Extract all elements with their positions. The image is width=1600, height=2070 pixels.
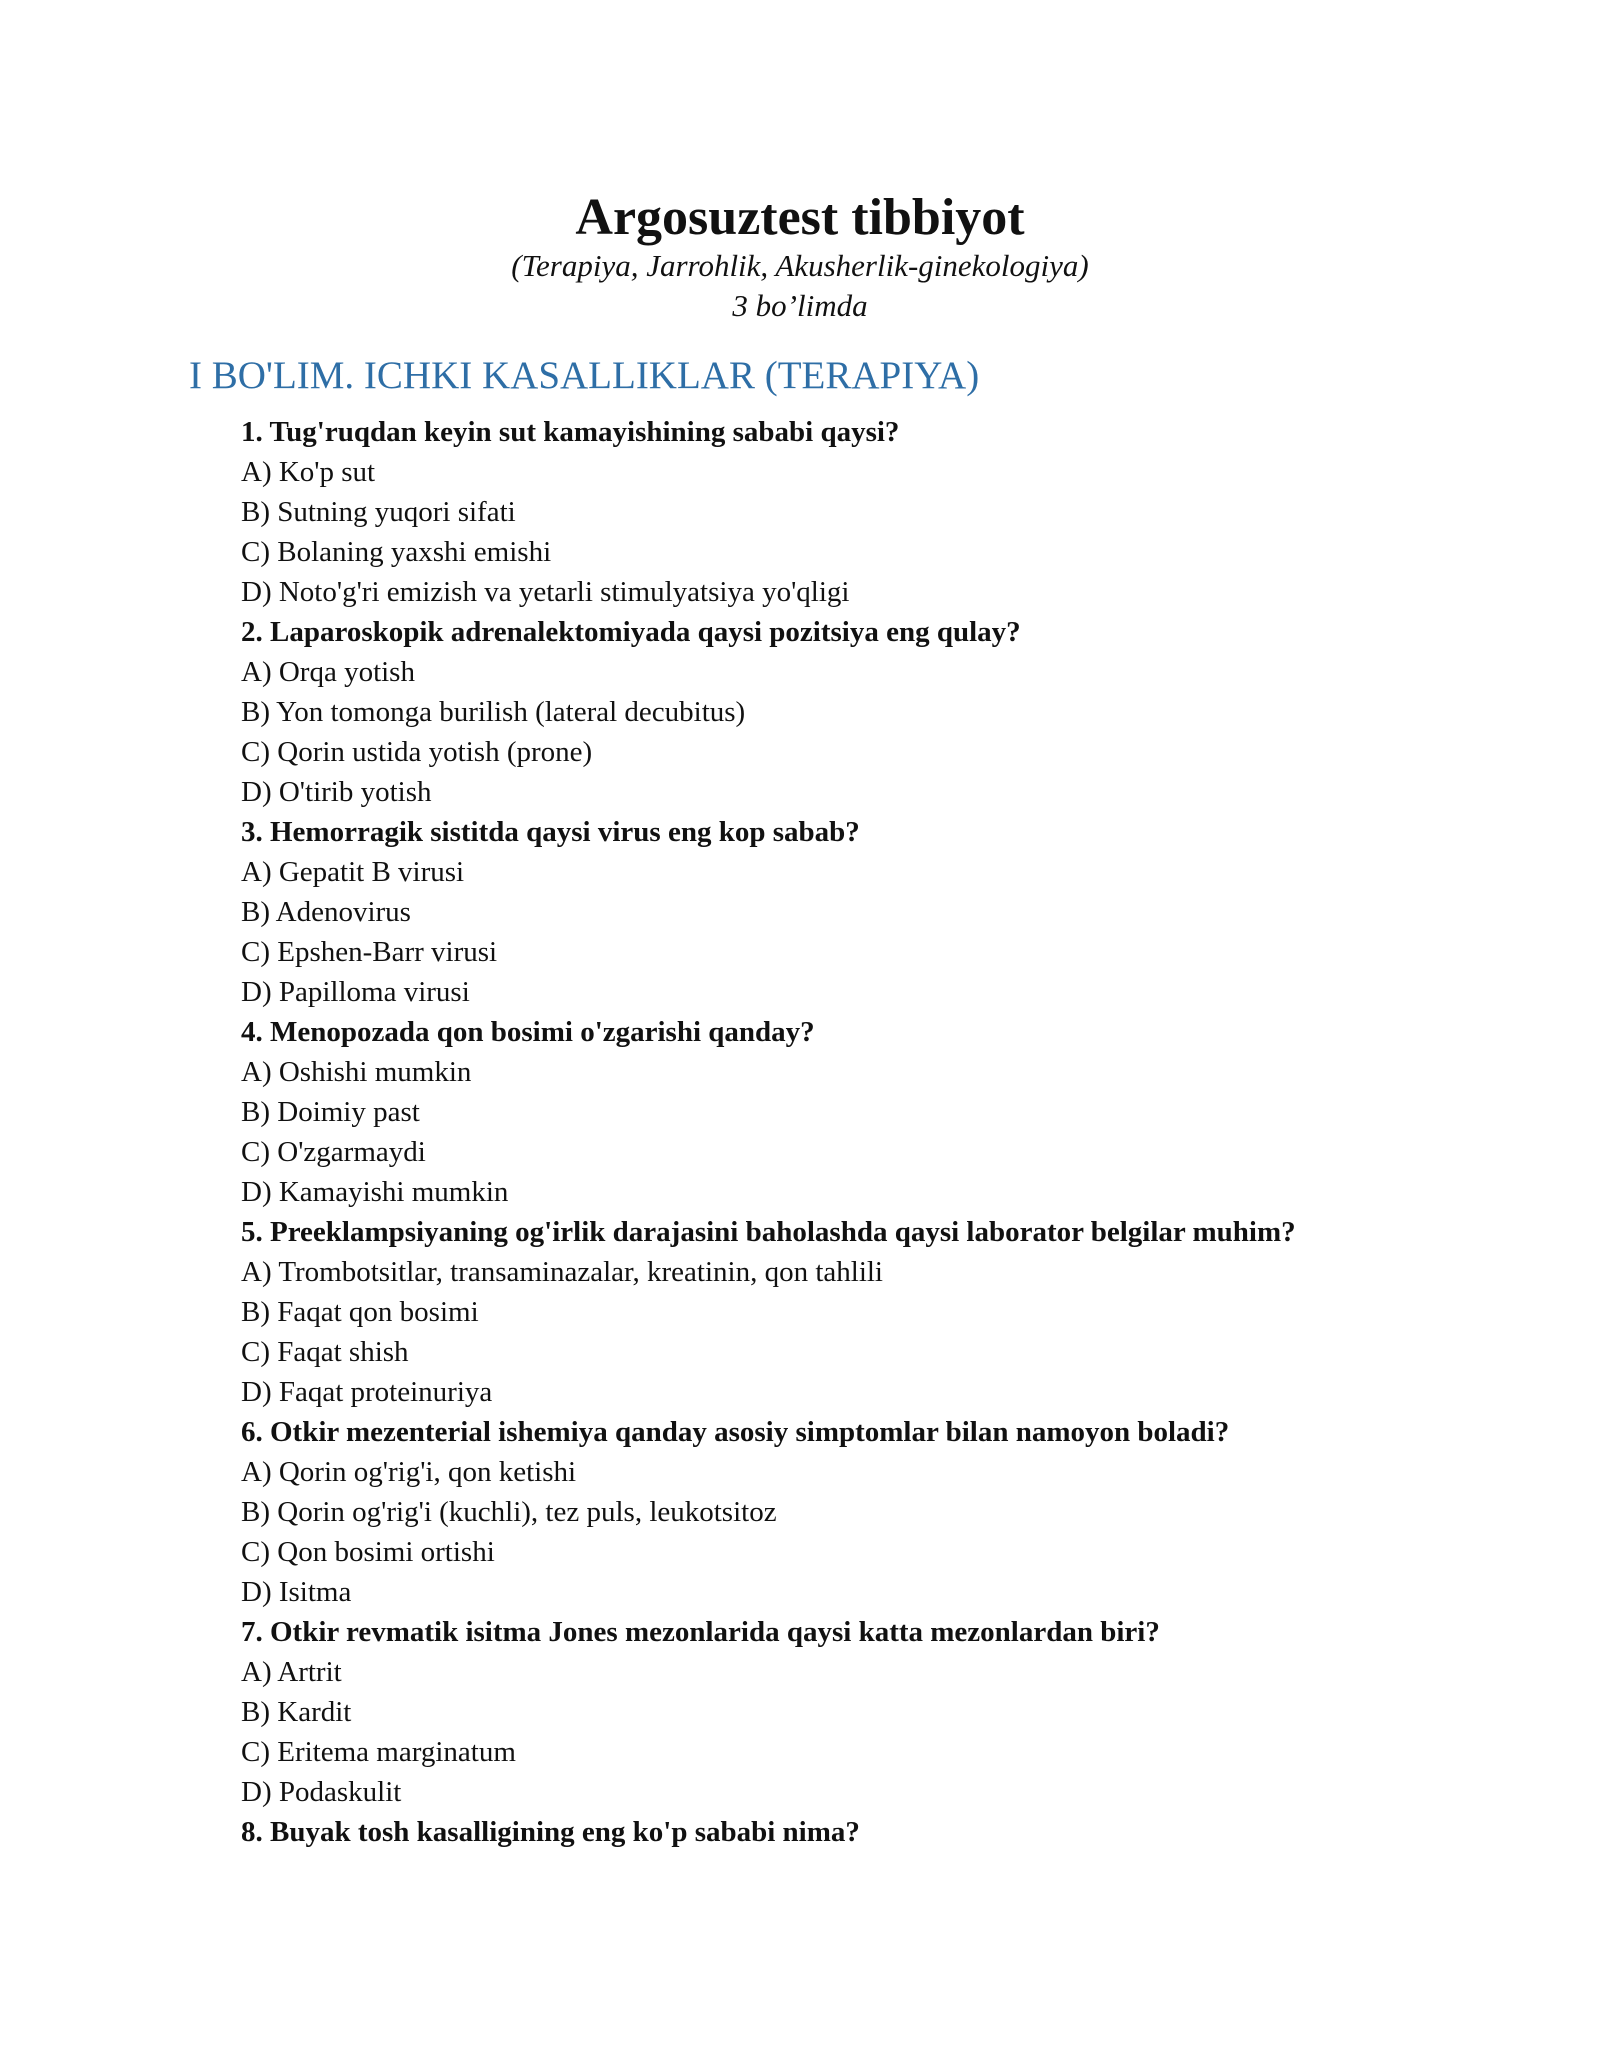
answer-option: D) Faqat proteinuriya <box>241 1376 493 1408</box>
answer-option: D) Podaskulit <box>241 1776 402 1808</box>
section-heading: I BO'LIM. ICHKI KASALLIKLAR (TERAPIYA) <box>189 354 980 397</box>
question-text: 1. Tug'ruqdan keyin sut kamayishining sababi qaysi? <box>241 416 900 448</box>
answer-option: A) Artrit <box>241 1656 342 1688</box>
question-text: 2. Laparoskopik adrenalektomiyada qaysi pozitsiya eng qulay? <box>241 616 1021 648</box>
document-title: Argosuztest tibbiyot <box>575 189 1025 246</box>
answer-option: D) Kamayishi mumkin <box>241 1176 509 1208</box>
answer-option: A) Gepatit B virusi <box>241 856 465 888</box>
question-text: 7. Otkir revmatik isitma Jones mezonlarida qaysi katta mezonlardan biri? <box>241 1616 1160 1648</box>
answer-option: C) Faqat shish <box>241 1336 409 1368</box>
question-text: 8. Buyak tosh kasalligining eng ko'p sababi nima? <box>241 1816 860 1848</box>
question-list <box>241 412 1441 1852</box>
answer-option: B) Qorin og'rig'i (kuchli), tez puls, leukotsitoz <box>241 1496 777 1528</box>
answer-option: B) Faqat qon bosimi <box>241 1296 479 1328</box>
question-item <box>241 1612 1441 1812</box>
answer-option: D) Isitma <box>241 1576 352 1608</box>
answer-option: B) Doimiy past <box>241 1096 420 1128</box>
answer-option: C) Qon bosimi ortishi <box>241 1536 495 1568</box>
answer-option: A) Oshishi mumkin <box>241 1056 472 1088</box>
document-parts-note: 3 bo’limda <box>732 288 868 323</box>
question-item <box>241 812 1441 1012</box>
question-item <box>241 1212 1441 1412</box>
question-item <box>241 412 1441 612</box>
answer-option: C) Eritema marginatum <box>241 1736 516 1768</box>
answer-option: B) Kardit <box>241 1696 352 1728</box>
answer-option: D) Noto'g'ri emizish va yetarli stimulyatsiya yo'qligi <box>241 576 850 608</box>
answer-option: C) Qorin ustida yotish (prone) <box>241 736 593 768</box>
answer-option: D) O'tirib yotish <box>241 776 432 808</box>
question-item <box>241 1012 1441 1212</box>
answer-option: C) Epshen-Barr virusi <box>241 936 498 968</box>
answer-option: A) Ko'p sut <box>241 456 376 488</box>
question-item <box>241 612 1441 812</box>
answer-option: B) Yon tomonga burilish (lateral decubitus) <box>241 696 746 728</box>
question-item <box>241 1412 1441 1612</box>
answer-option: A) Qorin og'rig'i, qon ketishi <box>241 1456 577 1488</box>
answer-option: C) O'zgarmaydi <box>241 1136 426 1168</box>
answer-option: B) Adenovirus <box>241 896 411 928</box>
question-text: 4. Menopozada qon bosimi o'zgarishi qanday? <box>241 1016 815 1048</box>
answer-option: B) Sutning yuqori sifati <box>241 496 516 528</box>
answer-option: C) Bolaning yaxshi emishi <box>241 536 552 568</box>
question-item <box>241 1812 1441 1852</box>
answer-option: A) Orqa yotish <box>241 656 415 688</box>
document-subtitle: (Terapiya, Jarrohlik, Akusherlik-ginekologiya) <box>511 248 1089 283</box>
answer-option: A) Trombotsitlar, transaminazalar, kreatinin, qon tahlili <box>241 1256 883 1288</box>
answer-option: D) Papilloma virusi <box>241 976 470 1008</box>
question-text: 5. Preeklampsiyaning og'irlik darajasini baholashda qaysi laborator belgilar muhim? <box>241 1216 1296 1248</box>
question-text: 3. Hemorragik sistitda qaysi virus eng kop sabab? <box>241 816 860 848</box>
question-text: 6. Otkir mezenterial ishemiya qanday asosiy simptomlar bilan namoyon boladi? <box>241 1416 1230 1448</box>
